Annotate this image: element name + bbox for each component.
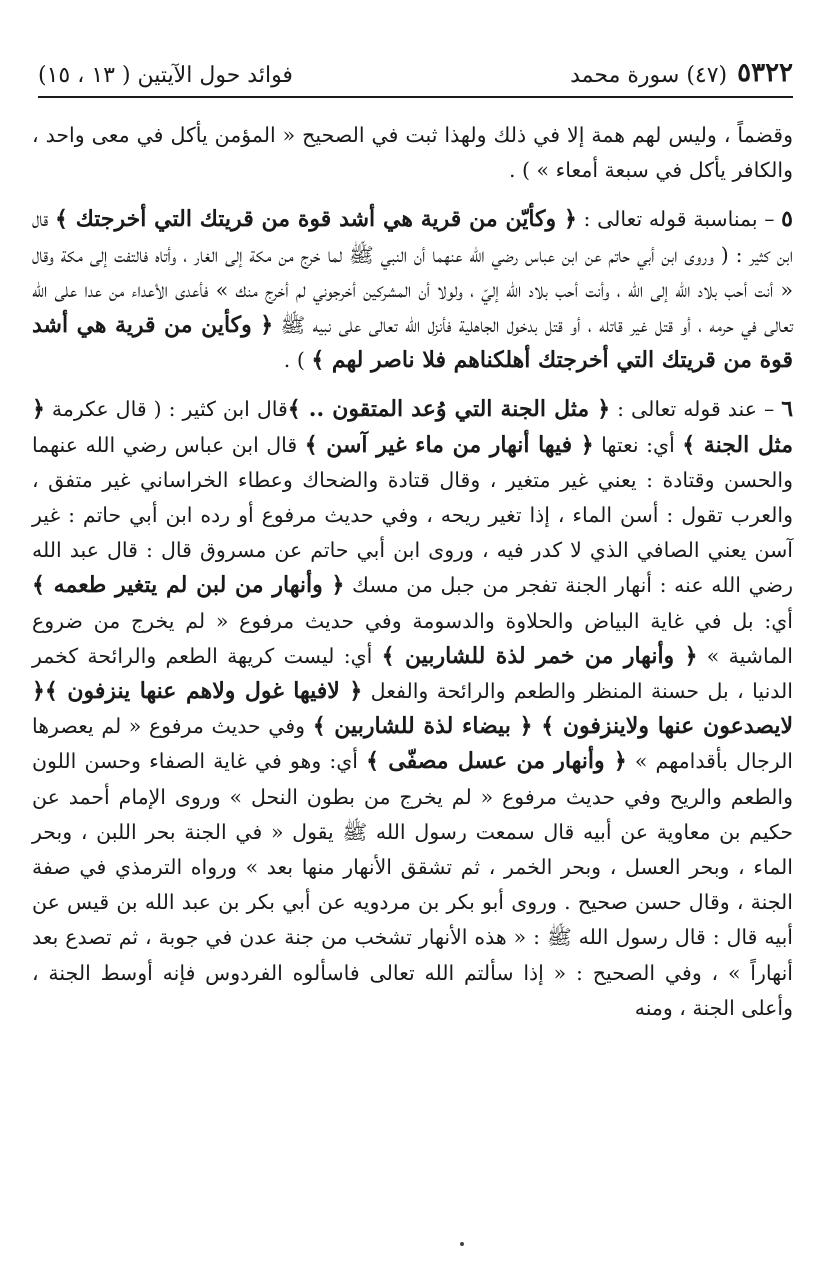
paragraph-text: أي: نعتها: [593, 432, 683, 457]
running-header: [38, 50, 793, 98]
paragraph-text: أي: ليست كريهة الطعم والرائحة كخمر الدنيا ، بل حسنة المنظر والطعم والرائحة والفعل: [32, 643, 793, 704]
paragraph-text: قال ابن عباس رضي الله عنهما والحسن وقتادة : يعني غير متغير ، وقال قتادة والضحاك وعطاء الخراساني غير متفق ، والعرب تقول : أسن الماء ، إذا تغير ريحه ، وفي حديث مرفوع أو رده ابن أبي حاتم : غير آسن يعني الصافي الذي لا كدر فيه ، وروى ابن أبي حاتم عن مسروق قال : قال عبد الله رضي الله عنه : أنهار الجنة تفجر من جبل من مسك: [32, 432, 793, 598]
paragraph-6: [32, 392, 793, 1026]
quran-quote: ٥: [781, 206, 793, 233]
paragraph-text: قال ابن كثير : ( وروى ابن أبي حاتم عن ابن عباس رضي الله عنهما أن النبي ﷺ لما خرج من مكة إلى الغار ، وأتاه فالتفت إلى مكة وقال « أنت أحب بلاد الله إلى الله ، وأنت أحب بلاد الله إليّ ، ولولا أن المشركين أخرجوني لم أخرج منك » فأعدى الأعداء من عدا على الله تعالى في حرمه ، أو قتل غير قاتله ، أو قتل بدخول الجاهلية فأنزل الله تعالى على نبيه ﷺ: [32, 207, 793, 338]
paragraph-text: – عند قوله تعالى :: [610, 397, 782, 422]
section-topic: فوائد حول الآيتين ( ١٣ ، ١٥): [38, 63, 293, 88]
paragraph-text: أي: بل في غاية البياض والحلاوة والدسومة وفي حديث مرفوع « لم يخرج من ضروع الماشية »: [32, 608, 793, 668]
page-number: ٥٣٢٢: [737, 58, 793, 88]
sura-title: (٤٧) سورة محمد: [570, 63, 728, 88]
paragraph-text: – بمناسبة قوله تعالى :: [576, 207, 782, 232]
quran-quote: ﴿ فيها أنهار من ماء غير آسن ﴾: [304, 431, 594, 458]
quran-quote: ﴿ مثل الجنة التي وُعد المتقون .. ﴾: [287, 396, 611, 423]
quran-quote: ﴿ وأنهار من عسل مصفّى ﴾: [366, 748, 627, 775]
quran-quote: ﴿ وأنهار من خمر لذة للشاربين ﴾: [381, 642, 698, 669]
quran-quote: ﴿ لافيها غول ولاهم عنها ينزفون ﴾﴿ لايصدعون عنها ولاينزفون ﴾ ﴿ بيضاء لذة للشاربين ﴾: [32, 678, 793, 740]
page-body: [32, 118, 793, 1026]
quran-quote: ﴿ وكأين من قرية هي أشد قوة من قريتك التي أخرجتك أهلكناهم فلا ناصر لهم ﴾: [32, 312, 793, 374]
paragraph-text: قال ابن كثير : ( قال عكرمة: [44, 397, 288, 422]
quran-quote: ﴿ وأنهار من لبن لم يتغير طعمه ﴾: [32, 572, 345, 599]
paragraph-text: وفي حديث مرفوع « لم يعصرها الرجال بأقدامهم »: [32, 714, 794, 774]
quran-quote: ﴿ وكأيّن من قرية هي أشد قوة من قريتك التي أخرجتك ﴾: [55, 206, 577, 233]
paragraph-text: ) .: [283, 348, 312, 373]
quran-quote: ﴿ مثل الجنة ﴾: [32, 396, 793, 458]
quran-quote: ٦: [781, 396, 794, 423]
paragraph-text: أي: وهو في غاية الصفاء وحسن اللون والطعم والريح وفي حديث مرفوع « لم يخرج من بطون النحل » وروى الإمام أحمد عن حكيم بن معاوية عن أبيه قال سمعت رسول الله ﷺ يقول « في الجنة بحر اللبن ، وبحر الماء ، وبحر العسل ، وبحر الخمر ، ثم تشقق الأنهار منها بعد » ورواه الترمذي في صفة الجنة ، وقال حسن صحيح . وروى أبو بكر بن مردويه عن أبي بكر بن عبد الله بن قيس عن أبيه قال : قال رسول الله ﷺ : « هذه الأنهار تشخب من جنة عدن في جوبة ، ثم تصدع بعد أنهاراً » ، وفي الصحيح : « إذا سألتم الله تعالى فاسألوه الفردوس فإنه أوسط الجنة ، وأعلى الجنة ، ومنه: [32, 749, 793, 1020]
paragraph-5: [32, 202, 793, 378]
footer-dot: [460, 1242, 464, 1246]
paragraph-continuation: وقضماً ، وليس لهم همة إلا في ذلك ولهذا ثبت في الصحيح « المؤمن يأكل في معى واحد ، والكافر يأكل في سبعة أمعاء » ) .: [32, 123, 793, 183]
